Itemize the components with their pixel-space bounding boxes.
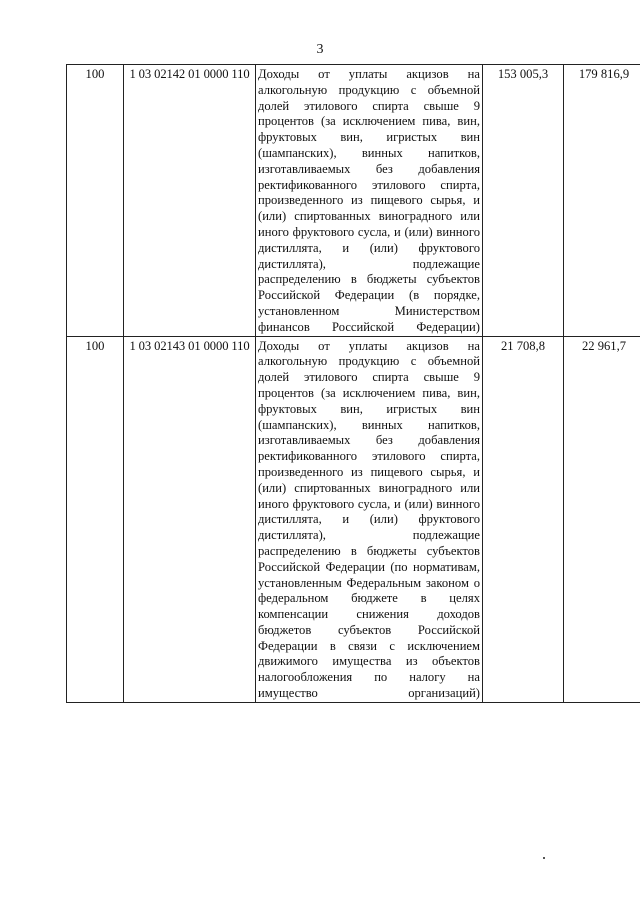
table-row	[67, 336, 640, 702]
kbk-code-cell: 1 03 02142 01 0000 110	[124, 65, 256, 337]
scan-speck	[543, 857, 545, 859]
table-row	[67, 65, 640, 337]
amount-year-2-cell: 22 961,7	[564, 336, 640, 702]
amount-year-1-cell: 153 005,3	[483, 65, 564, 337]
admin-code-cell: 100	[67, 65, 124, 337]
page-number: 3	[316, 42, 324, 57]
amount-year-1-cell: 21 708,8	[483, 336, 564, 702]
kbk-code-cell: 1 03 02143 01 0000 110	[124, 336, 256, 702]
amount-year-2-cell: 179 816,9	[564, 65, 640, 337]
admin-code-cell: 100	[67, 336, 124, 702]
description-cell: Доходы от уплаты акцизов на алкогольную продукцию с объемной долей этилового спирта свыше 9 процентов (за исключением пива, вин, фруктовых вин, игристых вин (шампанских), винных напитков, изготавливаемых без добавления ректификованного этилового спирта, произведенного из пищевого сырья, и (или) спиртованных виноградного или иного фруктового сусла, и (или) винного дистиллята, и (или) фруктового дистиллята), подлежащие распределению в бюджеты субъектов Российской Федерации (в порядке, установленном Министерством финансов Российской Федерации)	[256, 65, 483, 337]
revenue-table	[66, 64, 640, 703]
description-cell: Доходы от уплаты акцизов на алкогольную продукцию с объемной долей этилового спирта свыше 9 процентов (за исключением пива, вин, фруктовых вин, игристых вин (шампанских), винных напитков, изготавливаемых без добавления ректификованного этилового спирта, произведенного из пищевого сырья, и (или) спиртованных виноградного или иного фруктового сусла, и (или) винного дистиллята, и (или) фруктового дистиллята), подлежащие распределению в бюджеты субъектов Российской Федерации (по нормативам, установленным Федеральным законом о федеральном бюджете в целях компенсации снижения доходов бюджетов субъектов Российской Федерации в связи с исключением движимого имущества из объектов налогообложения по налогу на имущество организаций)	[256, 336, 483, 702]
